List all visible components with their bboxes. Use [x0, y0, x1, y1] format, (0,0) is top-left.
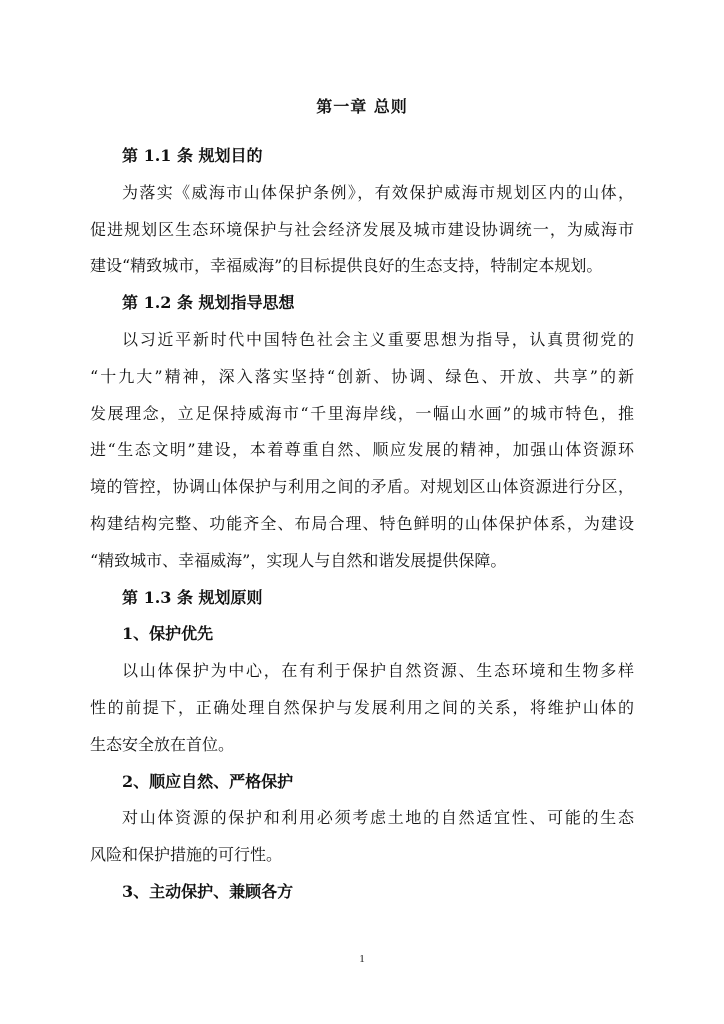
paragraph-line: 以习近平新时代中国特色社会主义重要思想为指导，认真贯彻党的 [122, 329, 634, 349]
paragraph-line: 性的前提下，正确处理自然保护与发展利用之间的关系，将维护山体的 [90, 697, 634, 717]
article-heading-1-1: 第 1.1 条 规划目的 [122, 146, 263, 165]
article-heading-1-3: 第 1.3 条 规划原则 [122, 587, 263, 607]
paragraph-line: 进“生态文明”建设，本着尊重自然、顺应发展的精神，加强山体资源环 [90, 440, 634, 460]
chapter-title: 第一章 总则 [316, 97, 408, 116]
principle-heading-3: 3、主动保护、兼顾各方 [122, 881, 294, 901]
paragraph-line: 构建结构完整、功能齐全、布局合理、特色鲜明的山体保护体系，为建设 [90, 513, 634, 533]
paragraph-line: “精致城市、幸福威海”，实现人与自然和谐发展提供保障。 [90, 550, 507, 570]
paragraph-line: “十九大”精神，深入落实坚持“创新、协调、绿色、开放、共享”的新 [90, 366, 634, 386]
paragraph-line: 境的管控，协调山体保护与利用之间的矛盾。对规划区山体资源进行分区， [90, 477, 634, 497]
page-number: 1 [359, 953, 365, 965]
paragraph-line: 促进规划区生态环境保护与社会经济发展及城市建设协调统一，为威海市 [90, 219, 634, 239]
paragraph-line: 风险和保护措施的可行性。 [90, 845, 283, 865]
document-body [90, 138, 634, 911]
paragraph-line: 对山体资源的保护和利用必须考虑土地的自然适宜性、可能的生态 [122, 808, 634, 828]
principle-heading-2: 2、顺应自然、严格保护 [122, 771, 294, 791]
paragraph-line: 为落实《威海市山体保护条例》，有效保护威海市规划区内的山体， [122, 182, 634, 202]
article-heading-1-2: 第 1.2 条 规划指导思想 [122, 293, 295, 313]
paragraph-line: 发展理念，立足保持威海市“千里海岸线，一幅山水画”的城市特色，推 [90, 403, 634, 423]
paragraph-line: 建设“精致城市，幸福威海”的目标提供良好的生态支持，特制定本规划。 [90, 256, 603, 276]
principle-heading-1: 1、保护优先 [122, 624, 214, 644]
paragraph-line: 生态安全放在首位。 [90, 734, 235, 754]
paragraph-line: 以山体保护为中心，在有利于保护自然资源、生态环境和生物多样 [122, 661, 634, 681]
